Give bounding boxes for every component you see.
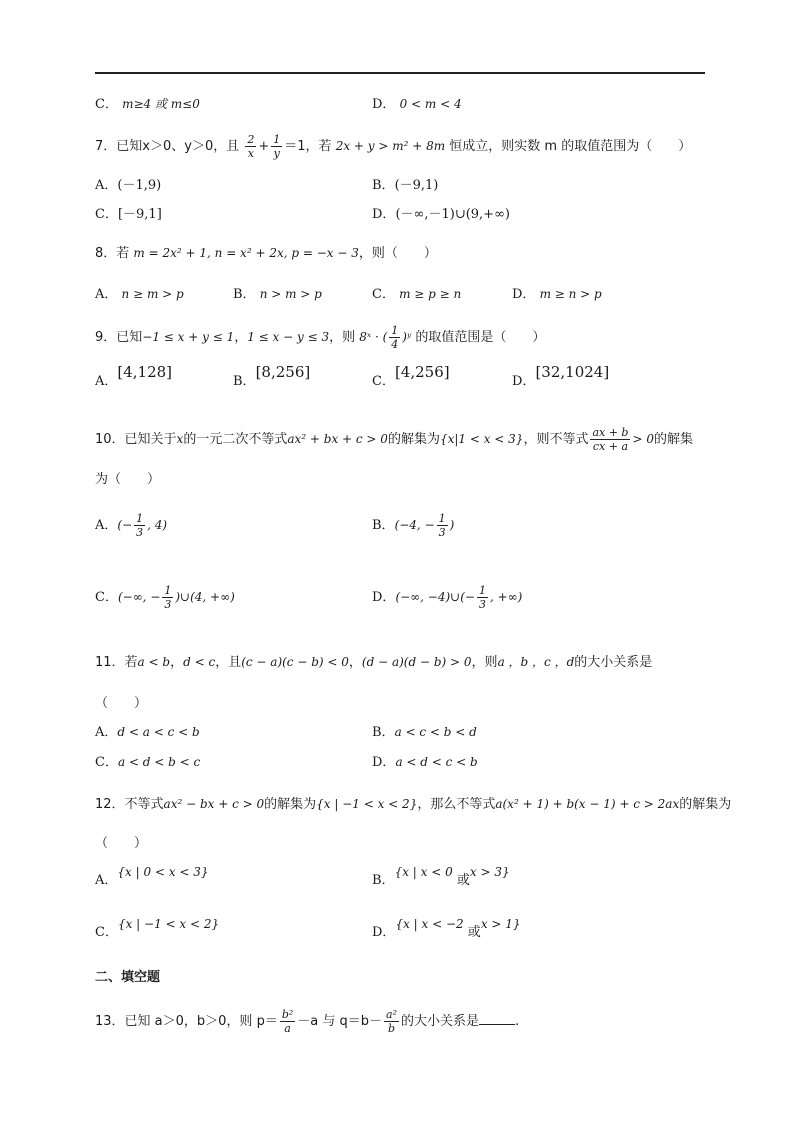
q11-suffix: 的大小关系是 bbox=[574, 655, 653, 670]
option-label: C． bbox=[95, 925, 118, 940]
option-label: B． bbox=[372, 518, 395, 533]
q8-expression: m = 2x² + 1, n = x² + 2x, p = −x − 3 bbox=[133, 246, 359, 260]
q11-option-a bbox=[95, 722, 200, 743]
option-text-2: x > 3} bbox=[469, 865, 510, 879]
option-text: m≥4 或 m≤0 bbox=[122, 97, 200, 111]
option-text: (－∞,－1)∪(9,+∞) bbox=[395, 207, 510, 222]
q11-stem bbox=[95, 652, 652, 673]
option-frac bbox=[477, 584, 488, 611]
q11-sep-4: ，则 bbox=[471, 655, 498, 670]
q11-cond-3: (c − a)(c − b) < 0 bbox=[241, 655, 349, 669]
q7-frac-1 bbox=[245, 133, 256, 160]
option-label: D． bbox=[372, 925, 396, 940]
option-text: [－9,1] bbox=[117, 207, 162, 222]
q11-stem-line2 bbox=[95, 694, 147, 714]
q10-suffix: 的解集 bbox=[653, 432, 693, 447]
q11-line2: （ ） bbox=[95, 696, 148, 711]
numerator: 1 bbox=[478, 584, 486, 597]
numerator: a² bbox=[386, 1008, 397, 1021]
q10-option-c bbox=[95, 580, 235, 615]
q9-then: ，则 bbox=[329, 330, 356, 345]
option-label: A． bbox=[95, 725, 118, 740]
denominator: 3 bbox=[164, 598, 172, 611]
q11-cond-2: d < c bbox=[183, 655, 216, 669]
option-text: a < d < b < c bbox=[117, 755, 201, 769]
option-label: A． bbox=[95, 873, 118, 888]
q7-condition: x＞0、y＞0，且 bbox=[142, 139, 240, 154]
denominator: cx + a bbox=[592, 440, 629, 453]
option-neg: − bbox=[122, 518, 133, 532]
q13-suffix: 的大小关系是 bbox=[401, 1014, 480, 1029]
option-label: C． bbox=[95, 97, 118, 112]
q10-option-a bbox=[95, 508, 167, 543]
q9-option-a bbox=[95, 363, 173, 392]
denominator: 3 bbox=[136, 526, 144, 539]
q9-suffix: 的取值范围是（ ） bbox=[415, 330, 546, 345]
q11-option-c bbox=[95, 752, 200, 773]
q13-prefix: 13．已知 a＞0，b＞0，则 p＝ bbox=[95, 1014, 278, 1029]
q6-option-d bbox=[372, 94, 462, 115]
option-text: n > m > p bbox=[259, 287, 322, 301]
option-frac bbox=[437, 512, 448, 539]
q7-eq: ＝1，若 bbox=[284, 139, 332, 154]
q13-end: . bbox=[515, 1014, 520, 1029]
denominator: 4 bbox=[391, 338, 399, 351]
option-text: a < d < c < b bbox=[395, 755, 478, 769]
q11-sep-3: ， bbox=[348, 655, 362, 670]
q11-vars: a ，b ，c ，d bbox=[497, 655, 575, 669]
option-text-1: {x | x < 0 bbox=[394, 865, 453, 879]
option-text: d < a < c < b bbox=[117, 725, 200, 739]
q10-line2: 为（ ） bbox=[95, 472, 161, 487]
option-label: D． bbox=[512, 287, 536, 302]
option-text: [8,256] bbox=[255, 363, 311, 381]
denominator: b bbox=[387, 1022, 396, 1035]
q8-stem bbox=[95, 243, 437, 264]
option-or: 或 bbox=[456, 873, 470, 888]
q7-inequality: 2x + y > m² + 8m bbox=[335, 139, 446, 153]
q12-suffix: 的解集为 bbox=[679, 797, 732, 812]
q10-inequality: ax² + bx + c > 0 bbox=[287, 432, 388, 446]
option-right: ) bbox=[449, 518, 455, 532]
q12-mid2: ，那么不等式 bbox=[417, 797, 496, 812]
q12-set: {x | −1 < x < 2} bbox=[316, 797, 418, 811]
q9-stem bbox=[95, 322, 545, 353]
q7-option-c bbox=[95, 205, 162, 225]
q10-mid3: ，则不等式 bbox=[523, 432, 589, 447]
q10-mid: 的一元二次不等式 bbox=[183, 432, 288, 447]
numerator: 1 bbox=[438, 512, 446, 525]
q13-mid: －a 与 q＝b－ bbox=[297, 1014, 383, 1029]
option-label: C． bbox=[372, 374, 395, 389]
q7-option-d bbox=[372, 205, 510, 225]
q12-inequality-2: a(x² + 1) + b(x − 1) + c > 2ax bbox=[495, 797, 680, 811]
option-label: B． bbox=[233, 374, 256, 389]
q7-suffix: 恒成立，则实数 m 的取值范围为（ ） bbox=[449, 139, 692, 154]
option-label: B． bbox=[372, 178, 395, 193]
q7-option-a bbox=[95, 176, 161, 196]
q10-stem bbox=[95, 424, 693, 455]
q12-stem bbox=[95, 794, 731, 815]
denominator: y bbox=[273, 147, 280, 160]
option-label: B． bbox=[372, 725, 395, 740]
q9-expr-pre: 8ˣ · ( bbox=[359, 330, 388, 344]
option-left: (−∞, −4)∪(− bbox=[395, 590, 475, 604]
q7-option-b bbox=[372, 176, 438, 196]
numerator: 1 bbox=[164, 584, 172, 597]
option-label: A． bbox=[95, 287, 118, 302]
q9-condition-2: 1 ≤ x − y ≤ 3 bbox=[247, 330, 330, 344]
option-text: {x | 0 < x < 3} bbox=[117, 865, 209, 879]
denominator: 3 bbox=[478, 598, 486, 611]
q10-var: x bbox=[176, 432, 184, 446]
answer-blank[interactable] bbox=[479, 1012, 515, 1025]
q9-frac bbox=[389, 324, 400, 351]
option-label: D． bbox=[512, 374, 536, 389]
q9-option-d bbox=[512, 363, 610, 392]
q8-option-b bbox=[233, 284, 322, 305]
q11-option-d bbox=[372, 752, 478, 773]
q10-option-b bbox=[372, 508, 454, 543]
option-text: {x | −1 < x < 2} bbox=[117, 917, 220, 931]
q11-option-b bbox=[372, 722, 477, 743]
q13-frac-1 bbox=[280, 1008, 295, 1035]
q7-stem: 7．已知x＞0、y＞0，且 $\frac{2}{x}$ + $\frac{1}{y}$ ＝1，若 2x + y > m² + 8m 恒成立，则实数 m 的取值范围为（ ） bbox=[95, 133, 692, 160]
q10-option-d bbox=[372, 580, 522, 615]
option-or: 或 bbox=[467, 925, 481, 940]
option-label: D． bbox=[372, 755, 396, 770]
option-label: D． bbox=[372, 207, 396, 222]
q8-option-a bbox=[95, 284, 184, 305]
q13-stem bbox=[95, 1004, 519, 1040]
numerator: ax + b bbox=[592, 426, 629, 439]
q9-prefix: 9．已知 bbox=[95, 330, 143, 345]
q7-frac-2 bbox=[271, 133, 282, 160]
option-left: (−4, − bbox=[394, 518, 435, 532]
option-right: )∪(4, +∞) bbox=[175, 590, 235, 604]
option-label: C． bbox=[95, 755, 118, 770]
q12-option-d bbox=[372, 917, 521, 943]
q7-prefix: 7．已知 bbox=[95, 139, 143, 154]
q8-option-d bbox=[512, 284, 602, 305]
option-frac bbox=[134, 512, 145, 539]
q9-expr-post: )ʸ bbox=[402, 330, 412, 344]
option-text: [4,256] bbox=[394, 363, 450, 381]
q11-cond-4: (d − a)(d − b) > 0 bbox=[361, 655, 472, 669]
option-text: (－9,1) bbox=[394, 178, 439, 193]
q12-option-b bbox=[372, 865, 510, 891]
q9-sep: ， bbox=[234, 330, 248, 345]
option-right: , +∞) bbox=[489, 590, 523, 604]
option-label: C． bbox=[95, 590, 118, 605]
q9-option-b bbox=[233, 363, 311, 392]
option-label: D． bbox=[372, 590, 396, 605]
option-label: A． bbox=[95, 374, 118, 389]
option-frac bbox=[162, 584, 173, 611]
numerator: 1 bbox=[136, 512, 144, 525]
option-label: A． bbox=[95, 178, 118, 193]
option-text: [32,1024] bbox=[535, 363, 610, 381]
section-title: 二、填空题 bbox=[95, 970, 161, 985]
q12-inequality: ax² − bx + c > 0 bbox=[163, 797, 265, 811]
q8-prefix: 8．若 bbox=[95, 246, 130, 261]
option-label: C． bbox=[372, 287, 395, 302]
q12-option-c bbox=[95, 917, 220, 943]
q11-sep-2: ，且 bbox=[215, 655, 242, 670]
q12-prefix: 12．不等式 bbox=[95, 797, 164, 812]
option-label: B． bbox=[233, 287, 256, 302]
option-text: m ≥ p ≥ n bbox=[399, 287, 462, 301]
numerator: 1 bbox=[391, 324, 399, 337]
option-text: m ≥ n > p bbox=[539, 287, 602, 301]
q11-sep-1: ， bbox=[170, 655, 184, 670]
q9-option-c bbox=[372, 363, 450, 392]
option-text: n ≥ m > p bbox=[121, 287, 184, 301]
option-label: B． bbox=[372, 873, 395, 888]
denominator: x bbox=[247, 147, 254, 160]
q10-prefix: 10．已知关于 bbox=[95, 432, 177, 447]
q6-option-c bbox=[95, 94, 200, 115]
option-left: ( bbox=[117, 518, 123, 532]
q8-option-c bbox=[372, 284, 461, 305]
option-text-2: x > 1} bbox=[480, 917, 521, 931]
option-left: (−∞, − bbox=[117, 590, 161, 604]
numerator: b² bbox=[281, 1008, 294, 1021]
q12-option-a bbox=[95, 865, 209, 891]
numerator: 1 bbox=[273, 133, 281, 146]
denominator: a bbox=[284, 1022, 291, 1035]
option-text: [4,128] bbox=[117, 363, 173, 381]
option-label: A． bbox=[95, 518, 118, 533]
q11-cond-1: a < b bbox=[137, 655, 171, 669]
option-label: C． bbox=[95, 207, 118, 222]
header-rule bbox=[95, 72, 705, 74]
numerator: 2 bbox=[247, 133, 255, 146]
q10-mid2: 的解集为 bbox=[387, 432, 440, 447]
q13-frac-2 bbox=[384, 1008, 399, 1035]
option-label: D． bbox=[372, 97, 396, 112]
q9-condition-1: −1 ≤ x + y ≤ 1 bbox=[142, 330, 235, 344]
q12-line2: （ ） bbox=[95, 836, 148, 851]
q10-set: {x|1 < x < 3} bbox=[439, 432, 524, 446]
q8-suffix: ，则（ ） bbox=[358, 246, 437, 261]
option-text: a < c < b < d bbox=[394, 725, 477, 739]
q10-gt: > 0 bbox=[632, 432, 654, 446]
option-text: (－1,9) bbox=[117, 178, 162, 193]
q10-stem-line2 bbox=[95, 470, 160, 490]
q12-mid: 的解集为 bbox=[264, 797, 317, 812]
option-text: 0 < m < 4 bbox=[399, 97, 462, 111]
denominator: 3 bbox=[438, 526, 446, 539]
q10-frac bbox=[590, 426, 630, 453]
q11-prefix: 11．若 bbox=[95, 655, 138, 670]
q12-stem-line2 bbox=[95, 834, 147, 854]
option-right: , 4) bbox=[147, 518, 168, 532]
option-text-1: {x | x < −2 bbox=[395, 917, 464, 931]
